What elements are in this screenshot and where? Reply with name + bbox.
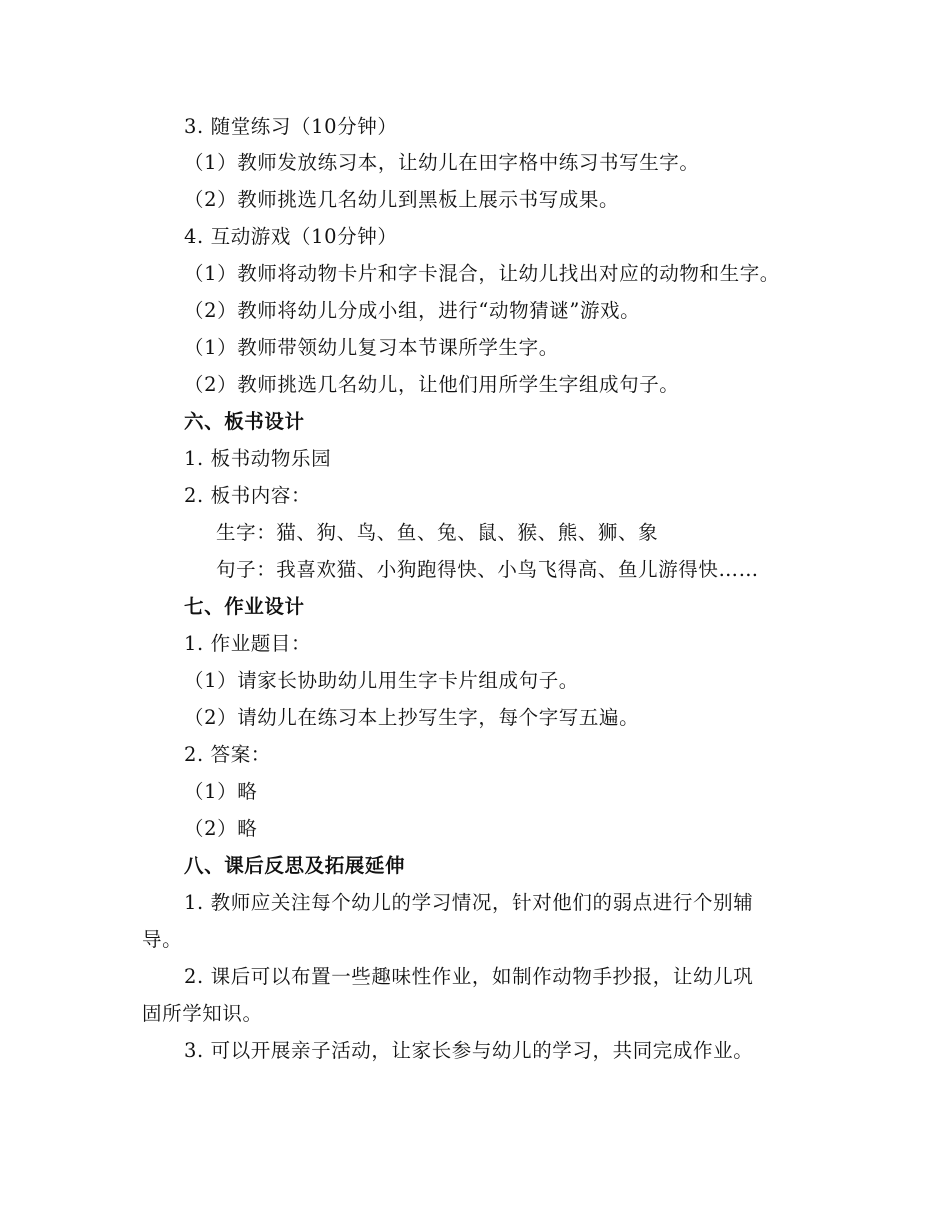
list-item: （2）教师挑选几名幼儿，让他们用所学生字组成句子。 <box>184 373 680 396</box>
paragraph-line: 导。 <box>142 928 183 951</box>
board-characters: 生字：猫、狗、鸟、鱼、兔、鼠、猴、熊、狮、象 <box>216 521 659 544</box>
paragraph-line: 3. 可以开展亲子活动，让家长参与幼儿的学习，共同完成作业。 <box>184 1039 754 1062</box>
list-item: （2）请幼儿在练习本上抄写生字，每个字写五遍。 <box>184 706 640 729</box>
list-item-game: 4. 互动游戏（10分钟） <box>184 225 398 248</box>
list-item-practice: 3. 随堂练习（10分钟） <box>184 115 398 138</box>
list-item: 2. 板书内容： <box>184 484 312 507</box>
list-item: 2. 答案： <box>184 743 271 766</box>
section-heading-homework: 七、作业设计 <box>184 595 305 618</box>
list-item: （1）略 <box>184 780 258 803</box>
list-item: （1）请家长协助幼儿用生字卡片组成句子。 <box>184 669 579 692</box>
list-item: （1）教师带领幼儿复习本节课所学生字。 <box>184 336 559 359</box>
paragraph-line: 2. 课后可以布置一些趣味性作业，如制作动物手抄报，让幼儿巩 <box>184 965 754 988</box>
list-item: （2）略 <box>184 817 258 840</box>
paragraph-line: 1. 教师应关注每个幼儿的学习情况，针对他们的弱点进行个别辅 <box>184 891 754 914</box>
board-sentences: 句子：我喜欢猫、小狗跑得快、小鸟飞得高、鱼儿游得快…… <box>216 558 759 581</box>
list-item: （1）教师发放练习本，让幼儿在田字格中练习书写生字。 <box>184 151 700 174</box>
list-item: （2）教师将幼儿分成小组，进行“动物猜谜”游戏。 <box>184 299 641 322</box>
list-item: （2）教师挑选几名幼儿到黑板上展示书写成果。 <box>184 188 620 211</box>
list-item: 1. 作业题目： <box>184 632 312 655</box>
list-item: 1. 板书动物乐园 <box>184 447 332 470</box>
section-heading-board-design: 六、板书设计 <box>184 410 305 433</box>
paragraph-line: 固所学知识。 <box>142 1002 263 1025</box>
section-heading-reflection: 八、课后反思及拓展延伸 <box>184 854 406 877</box>
list-item: （1）教师将动物卡片和字卡混合，让幼儿找出对应的动物和生字。 <box>184 262 780 285</box>
